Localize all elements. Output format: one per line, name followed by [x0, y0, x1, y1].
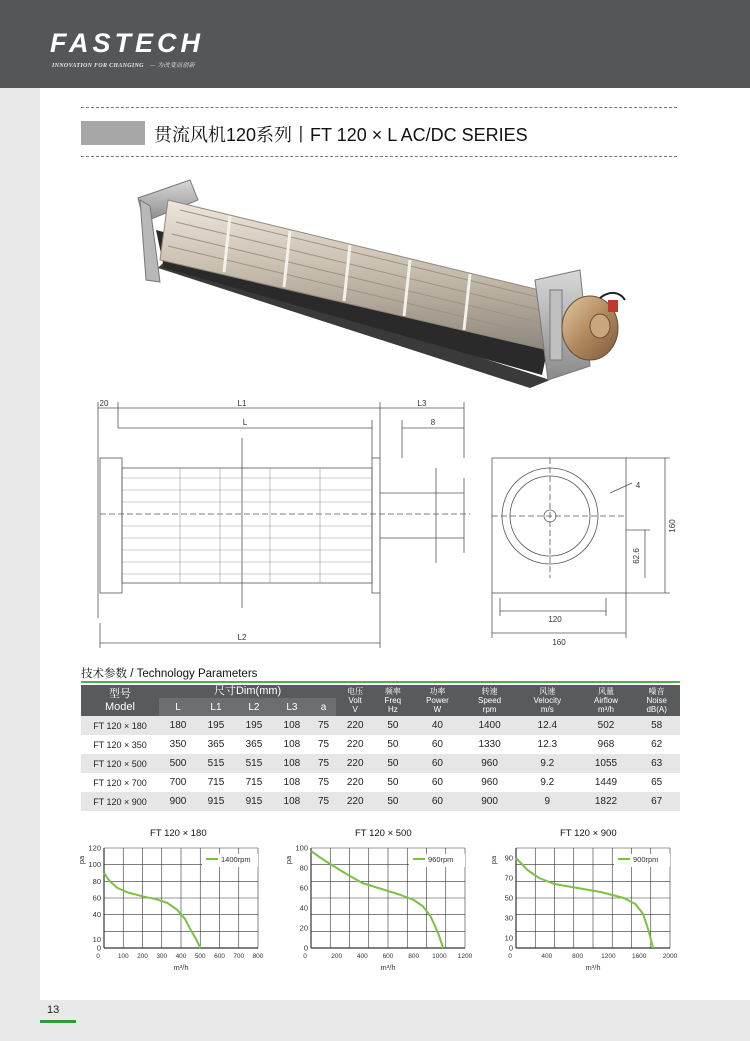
- header-freq-unit: Hz: [387, 705, 398, 714]
- header-airflow-cn: 风量: [598, 687, 614, 696]
- params-section-title: 技术参数 / Technology Parameters: [81, 668, 258, 680]
- table-cell: 63: [633, 754, 680, 773]
- table-cell: 67: [633, 792, 680, 811]
- table-cell: 1400: [463, 716, 516, 735]
- table-cell: 75: [311, 716, 336, 735]
- title-bar-block: [81, 121, 145, 145]
- header-freq-en: Freq: [384, 696, 402, 705]
- dim-160-vertical: 160: [668, 519, 677, 533]
- header-dim: 尺寸Dim(mm): [159, 685, 336, 698]
- table-cell: 75: [317, 739, 330, 750]
- chart-3-title: FT 120 × 900: [560, 828, 617, 839]
- header-model-cn: 型号: [109, 687, 131, 700]
- y-tick-label: 40: [299, 903, 308, 913]
- table-cell: 960: [481, 777, 498, 788]
- table-cell: 50: [374, 792, 411, 811]
- table-cell: 12.3: [537, 739, 558, 750]
- subheader-L3: L3: [273, 698, 311, 716]
- subheader-L2: L2: [235, 698, 273, 716]
- table-cell: 108: [273, 754, 311, 773]
- table-cell: 1822: [579, 792, 634, 811]
- x-tick-label: 800: [408, 953, 420, 960]
- table-cell: 40: [412, 716, 464, 735]
- page-number: 13: [47, 1004, 60, 1016]
- y-tick-label: 60: [299, 883, 308, 893]
- table-cell: 900: [159, 792, 197, 811]
- x-tick-label: 0: [508, 953, 512, 960]
- table-cell: 515: [235, 754, 273, 773]
- table-cell: 715: [207, 777, 225, 788]
- brand-logo: FASTECH: [50, 28, 205, 58]
- table-cell: 350: [169, 739, 187, 750]
- x-tick-label: 400: [175, 953, 187, 960]
- model-cell: FT 120 × 900: [81, 792, 159, 811]
- table-row: [81, 792, 680, 811]
- header-power: [412, 685, 464, 716]
- table-row: [81, 716, 680, 735]
- x-tick-label: 0: [96, 953, 100, 960]
- table-cell: 220: [346, 777, 364, 788]
- chart-1-title: FT 120 × 180: [150, 828, 207, 839]
- header-power-unit: W: [433, 705, 442, 714]
- table-cell: 915: [235, 792, 273, 811]
- table-cell: 108: [283, 739, 301, 750]
- x-axis-label: m³/h: [585, 963, 601, 972]
- header-noise-en: Noise: [646, 696, 667, 705]
- y-tick-label: 0: [96, 943, 101, 953]
- table-cell: 700: [169, 777, 187, 788]
- brand-tagline: [52, 60, 195, 69]
- table-cell: 75: [311, 754, 336, 773]
- table-cell: 220: [336, 792, 374, 811]
- table-cell: 9.2: [540, 777, 555, 788]
- table-cell: 12.4: [516, 716, 579, 735]
- x-tick-label: 400: [541, 953, 553, 960]
- header-speed-unit: rpm: [482, 705, 497, 714]
- header-volt-cn: 电压: [347, 687, 364, 696]
- y-tick-label: 20: [299, 923, 308, 933]
- header-model: [81, 685, 159, 716]
- table-cell: 1449: [594, 777, 618, 788]
- y-tick-label: 60: [92, 893, 101, 903]
- table-cell: 1330: [478, 739, 501, 750]
- table-cell: 220: [346, 739, 364, 750]
- table-cell: 108: [283, 777, 301, 788]
- table-cell: 515: [197, 754, 235, 773]
- header-power-en: Power: [426, 696, 449, 705]
- header-volt-en: Volt: [348, 696, 362, 705]
- legend-label: 900rpm: [633, 855, 659, 864]
- y-tick-label: 70: [504, 873, 513, 883]
- header-speed-cn: 转速: [481, 687, 498, 696]
- table-cell: 50: [387, 777, 399, 788]
- x-tick-label: 800: [572, 953, 584, 960]
- table-cell: 180: [159, 716, 197, 735]
- table-cell: 220: [336, 716, 374, 735]
- header-freq: [374, 685, 411, 716]
- subheader-L1: L1: [197, 698, 235, 716]
- x-tick-label: 200: [331, 953, 343, 960]
- y-tick-label: 80: [299, 863, 308, 873]
- table-cell: 915: [197, 792, 235, 811]
- header-airflow-en: Airflow: [593, 696, 618, 705]
- table-cell: 500: [159, 754, 197, 773]
- page-header: [0, 0, 750, 88]
- header-speed-en: Speed: [478, 696, 502, 705]
- table-cell: 108: [273, 716, 311, 735]
- header-power-cn: 功率: [429, 687, 446, 696]
- subheader-L: L: [159, 698, 197, 716]
- divider-top: [81, 107, 677, 108]
- table-cell: 108: [273, 792, 311, 811]
- model-cell: FT 120 × 350: [93, 739, 147, 750]
- params-table-body: [81, 716, 680, 811]
- table-cell: 365: [245, 739, 263, 750]
- table-cell: 50: [387, 739, 399, 750]
- performance-chart-3: [490, 842, 690, 976]
- series-line: [516, 858, 653, 948]
- page-title: 贯流风机120系列丨FT 120 × L AC/DC SERIES: [154, 125, 528, 145]
- x-tick-label: 800: [252, 953, 264, 960]
- params-section-underline: [81, 681, 680, 683]
- y-tick-label: 30: [504, 913, 513, 923]
- header-airflow-unit: m³/h: [598, 705, 614, 714]
- dim-8: 8: [430, 418, 436, 427]
- y-tick-label: 50: [504, 893, 513, 903]
- header-volt-unit: V: [352, 705, 358, 714]
- table-cell: 9.2: [516, 754, 579, 773]
- page-number-underline: [40, 1020, 76, 1023]
- header-velocity-cn: 风速: [539, 687, 556, 696]
- dim-L1: L1: [237, 399, 247, 408]
- tagline-cn: — 为改变而创新: [149, 63, 196, 69]
- table-cell: 195: [197, 716, 235, 735]
- table-cell: 60: [431, 739, 443, 750]
- model-cell: FT 120 × 500: [81, 754, 159, 773]
- y-tick-label: 120: [88, 843, 101, 853]
- x-tick-label: 1600: [631, 953, 647, 960]
- y-tick-label: 80: [92, 876, 101, 886]
- table-cell: 968: [597, 739, 615, 750]
- y-tick-label: 0: [508, 943, 513, 953]
- table-cell: 715: [245, 777, 263, 788]
- y-tick-label: 10: [92, 935, 101, 945]
- header-airflow: [579, 685, 634, 716]
- dim-L3: L3: [417, 399, 427, 408]
- x-tick-label: 500: [194, 953, 206, 960]
- y-tick-label: 40: [92, 910, 101, 920]
- table-cell: 65: [651, 777, 663, 788]
- x-tick-label: 100: [117, 953, 129, 960]
- x-tick-label: 200: [137, 953, 148, 960]
- table-cell: 220: [336, 754, 374, 773]
- legend-label: 960rpm: [428, 855, 454, 864]
- dim-L: L: [242, 418, 248, 427]
- x-tick-label: 1200: [601, 953, 616, 960]
- header-velocity-unit: m/s: [540, 705, 554, 714]
- header-volt: [336, 685, 374, 716]
- y-tick-label: 10: [504, 933, 513, 943]
- product-photo: [80, 170, 670, 395]
- divider-bottom: [81, 156, 677, 157]
- x-tick-label: 0: [303, 953, 307, 960]
- y-tick-label: 90: [504, 853, 513, 863]
- y-tick-label: 0: [303, 943, 308, 953]
- table-cell: 50: [374, 754, 411, 773]
- x-tick-label: 2000: [662, 953, 678, 960]
- header-speed: [463, 685, 516, 716]
- y-axis-label: pa: [284, 855, 293, 865]
- y-tick-label: 100: [88, 860, 101, 870]
- table-cell: 60: [412, 792, 464, 811]
- x-tick-label: 600: [382, 953, 394, 960]
- dim-4: 4: [635, 481, 641, 490]
- performance-chart-1: [78, 842, 278, 976]
- header-noise-cn: 噪音: [648, 687, 665, 696]
- table-cell: 50: [374, 716, 411, 735]
- x-tick-label: 600: [214, 953, 225, 960]
- header-noise-unit: dB(A): [646, 705, 667, 714]
- model-cell: FT 120 × 180: [81, 716, 159, 735]
- params-table: [81, 685, 680, 811]
- header-noise: [633, 685, 680, 716]
- x-axis-label: m³/h: [173, 963, 189, 972]
- chart-2-title: FT 120 × 500: [355, 828, 412, 839]
- params-header-row: [81, 685, 680, 698]
- x-tick-label: 1000: [432, 953, 447, 960]
- table-cell: 75: [317, 777, 330, 788]
- table-cell: 75: [311, 792, 336, 811]
- legend-label: 1400rpm: [221, 855, 251, 864]
- table-row: [81, 773, 680, 792]
- y-axis-label: pa: [489, 855, 498, 865]
- dim-120: 120: [548, 615, 562, 624]
- dim-20: 20: [99, 399, 109, 408]
- header-velocity: [516, 685, 579, 716]
- table-cell: 62: [651, 739, 663, 750]
- dim-L2: L2: [237, 633, 247, 642]
- x-tick-label: 300: [156, 953, 168, 960]
- series-line: [104, 873, 200, 948]
- table-row: [81, 735, 680, 754]
- performance-chart-2: [285, 842, 485, 976]
- x-axis-label: m³/h: [380, 963, 396, 972]
- table-cell: 365: [207, 739, 225, 750]
- x-tick-label: 1200: [457, 953, 473, 960]
- table-cell: 1055: [579, 754, 634, 773]
- y-axis-label: pa: [77, 855, 86, 865]
- dim-62-6: 62.6: [632, 548, 641, 564]
- tagline-en: INNOVATION FOR CHANGING: [52, 63, 144, 69]
- table-cell: 58: [633, 716, 680, 735]
- subheader-a: a: [311, 698, 336, 716]
- dim-160-horizontal: 160: [552, 638, 566, 647]
- header-model-en: Model: [105, 700, 135, 713]
- model-cell: FT 120 × 700: [93, 777, 147, 788]
- table-cell: 9: [516, 792, 579, 811]
- table-cell: 900: [463, 792, 516, 811]
- technical-drawing: [80, 398, 680, 652]
- table-cell: 60: [412, 754, 464, 773]
- header-freq-cn: 频率: [384, 687, 401, 696]
- x-tick-label: 700: [233, 953, 245, 960]
- table-row: [81, 754, 680, 773]
- header-velocity-en: Velocity: [533, 696, 562, 705]
- table-cell: 960: [463, 754, 516, 773]
- table-cell: 502: [579, 716, 634, 735]
- table-cell: 60: [431, 777, 443, 788]
- x-tick-label: 400: [356, 953, 368, 960]
- y-tick-label: 100: [295, 843, 308, 853]
- table-cell: 195: [235, 716, 273, 735]
